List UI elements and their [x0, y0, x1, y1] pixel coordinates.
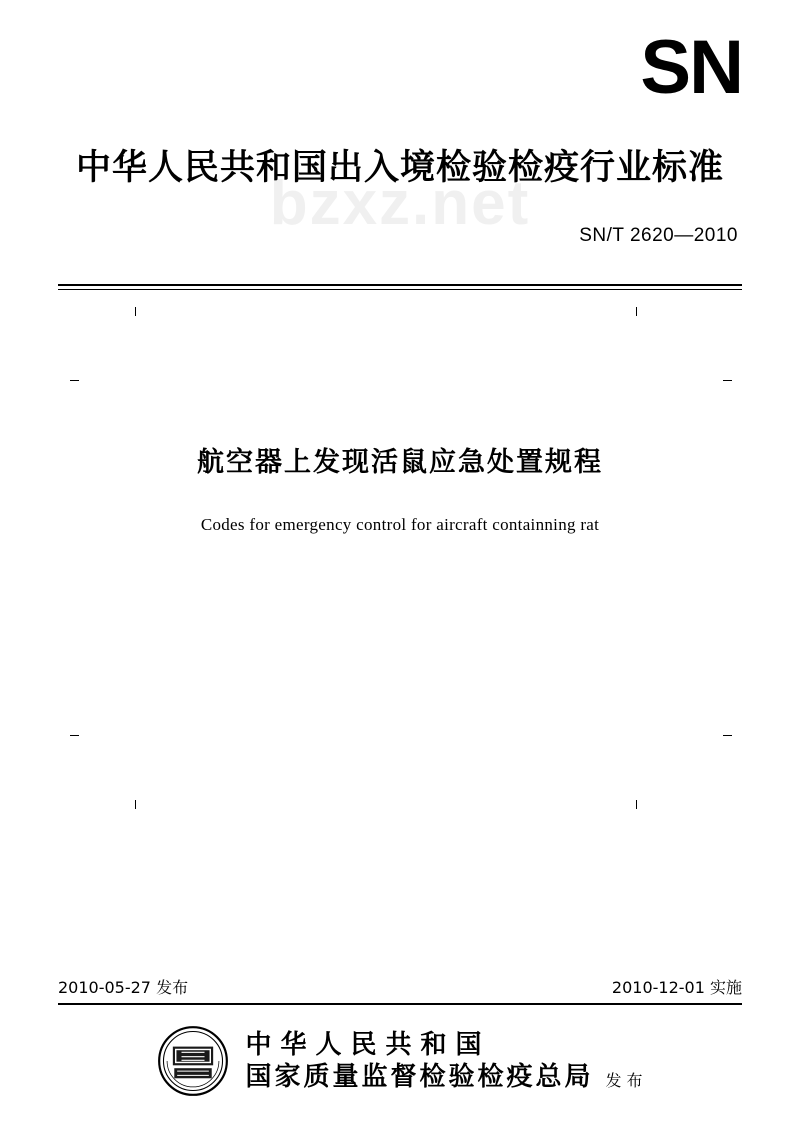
national-emblem-icon — [157, 1025, 229, 1097]
issue-date: 2010-05-27 发布 — [58, 978, 189, 997]
registration-tick-right-lower — [723, 735, 732, 736]
standard-number: SN/T 2620—2010 — [579, 225, 738, 246]
issuer-block — [58, 1025, 742, 1097]
header-rule-thin — [58, 289, 742, 290]
document-title-english: Codes for emergency control for aircraft containning rat — [200, 515, 600, 534]
footer-rule — [58, 1003, 742, 1005]
registration-tick-bottom-right — [636, 800, 637, 809]
registration-tick-bottom-left — [135, 800, 136, 809]
registration-tick-right-upper — [723, 380, 732, 381]
date-row — [58, 975, 742, 998]
implementation-date: 2010-12-01 实施 — [611, 978, 742, 997]
header-rule-thick — [58, 284, 742, 286]
registration-tick-left-lower — [70, 735, 79, 736]
issuer-name — [245, 1029, 593, 1094]
registration-tick-top-right — [636, 307, 637, 316]
registration-tick-left-upper — [70, 380, 79, 381]
issuer-line-2: 国家质量监督检验检疫总局 — [245, 1062, 594, 1092]
document-title-chinese: 航空器上发现活鼠应急处置规程 — [197, 447, 603, 478]
publish-label: 发 布 — [605, 1071, 643, 1090]
issuer-line-1: 中华人民共和国 — [245, 1029, 491, 1060]
registration-tick-top-left — [135, 307, 136, 316]
watermark-text: bzxz.net — [269, 169, 531, 238]
organization-title: 中华人民共和国出入境检验检疫行业标准 — [75, 148, 724, 188]
sn-logo: SN — [640, 25, 742, 110]
